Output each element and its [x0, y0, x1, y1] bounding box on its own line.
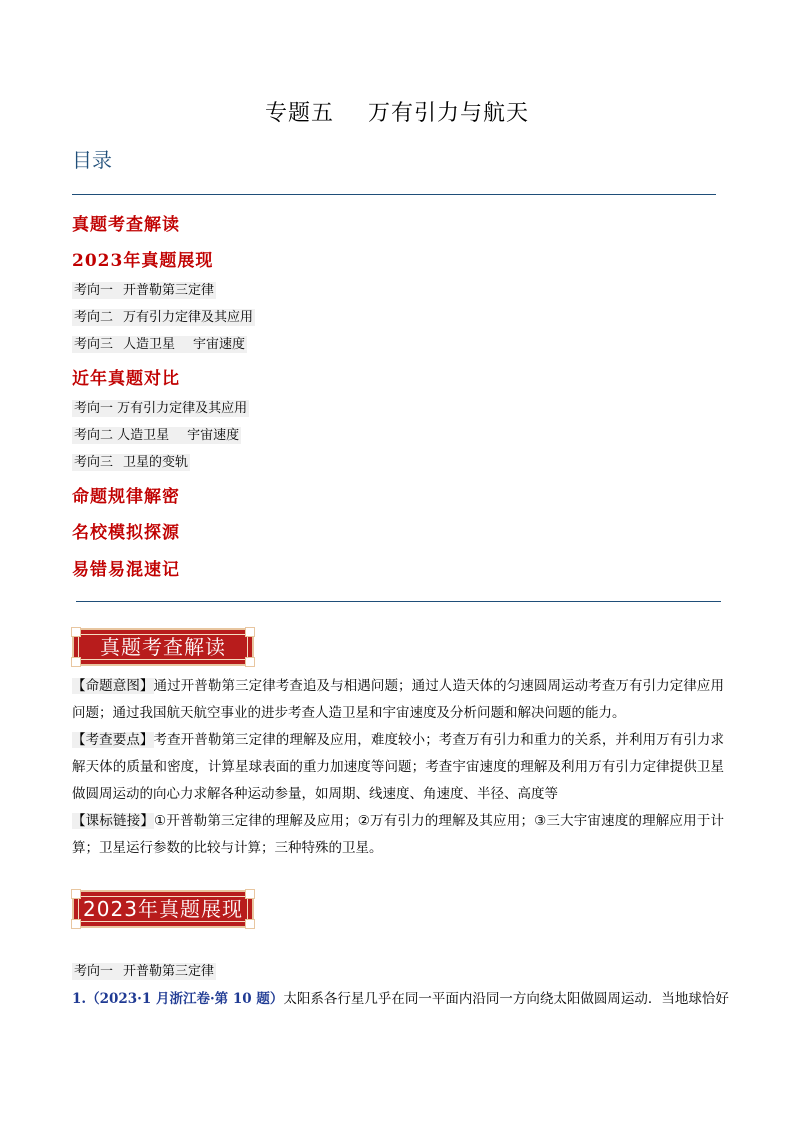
toc-item-2-2[interactable]: [72, 309, 255, 326]
toc-item-2-1[interactable]: [72, 282, 216, 299]
toc-link-section5[interactable]: 名校模拟探源: [72, 523, 180, 543]
section-banner-1: [72, 628, 254, 666]
subheading-label: 开普勒第三定律: [123, 964, 215, 979]
question-1: [72, 988, 732, 1010]
toc-item-label: 万有引力定律及其应用: [123, 310, 254, 325]
subheading-label: 考向一: [74, 964, 114, 979]
toc-link-section4[interactable]: 命题规律解密: [72, 487, 180, 507]
toc-heading: 目录: [72, 148, 112, 172]
toc-item-label: 卫星的变轨: [123, 455, 189, 470]
paragraph-curriculum-link: [72, 808, 724, 862]
toc-item-label: 考向三: [74, 337, 114, 352]
paragraph-intent: [72, 673, 724, 727]
para-text: ①开普勒第三定律的理解及应用；②万有引力的理解及其应用；③三大宇宙速度的理解应用于计算；卫星运行参数的比较与计算；三种特殊的卫星。: [72, 813, 724, 856]
section-banner-2: [72, 890, 254, 928]
toc-item-label: 人造卫星: [123, 337, 176, 352]
toc-item-3-3[interactable]: [72, 454, 190, 471]
toc-item-label: 宇宙速度: [193, 337, 246, 352]
question-number: 1.: [72, 991, 87, 1007]
question-source: （2023·1 月浙江卷·第 10 题）: [86, 991, 284, 1007]
banner-label: 2023年真题展现: [83, 897, 243, 921]
paragraph-key-points: [72, 727, 724, 808]
para-tag: 【考查要点】: [72, 732, 154, 748]
section-subheading: [72, 963, 216, 980]
toc-link-section1[interactable]: 真题考查解读: [72, 215, 180, 235]
toc-item-3-2[interactable]: [72, 427, 241, 444]
title-part1: 专题五: [264, 101, 334, 126]
toc-item-3-1[interactable]: 考向一 万有引力定律及其应用: [74, 401, 248, 416]
toc-link-section6[interactable]: 易错易混速记: [72, 560, 180, 580]
toc-item-2-3[interactable]: [72, 336, 247, 353]
toc-item-label: 考向一: [74, 283, 114, 298]
toc-item-label: 考向二 人造卫星: [74, 428, 170, 443]
question-text: 太阳系各行星几乎在同一平面内沿同一方向绕太阳做圆周运动．当地球恰好: [283, 991, 729, 1007]
para-tag: 【课标链接】: [72, 813, 155, 829]
toc-link-section2[interactable]: 2023年真题展现: [72, 251, 214, 271]
title-part2: 万有引力与航天: [368, 101, 530, 126]
toc-link-section3[interactable]: 近年真题对比: [72, 369, 180, 389]
page-title: [0, 96, 794, 127]
toc-item-label: 考向三: [74, 455, 114, 470]
toc-top-divider: [72, 194, 716, 195]
toc-item-label: 开普勒第三定律: [123, 283, 215, 298]
toc-item-label: 考向二: [74, 310, 114, 325]
para-tag: 【命题意图】: [72, 678, 154, 694]
para-text: 考查开普勒第三定律的理解及应用，难度较小；考查万有引力和重力的关系，并利用万有引力求解天体的质量和密度，计算星球表面的重力加速度等问题；考查宇宙速度的理解及利用万有引力定律提供卫星做圆周运动的向心力求解各种运动参量，如周期、线速度、角速度、半径、高度等: [72, 732, 725, 802]
toc-item-label: 宇宙速度: [187, 428, 240, 443]
toc-bottom-divider: [76, 601, 721, 602]
banner-label: 真题考查解读: [100, 635, 226, 659]
para-text: 通过开普勒第三定律考查追及与相遇问题；通过人造天体的匀速圆周运动考查万有引力定律应用问题；通过我国航天航空事业的进步考查人造卫星和宇宙速度及分析问题和解决问题的能力。: [72, 678, 725, 721]
